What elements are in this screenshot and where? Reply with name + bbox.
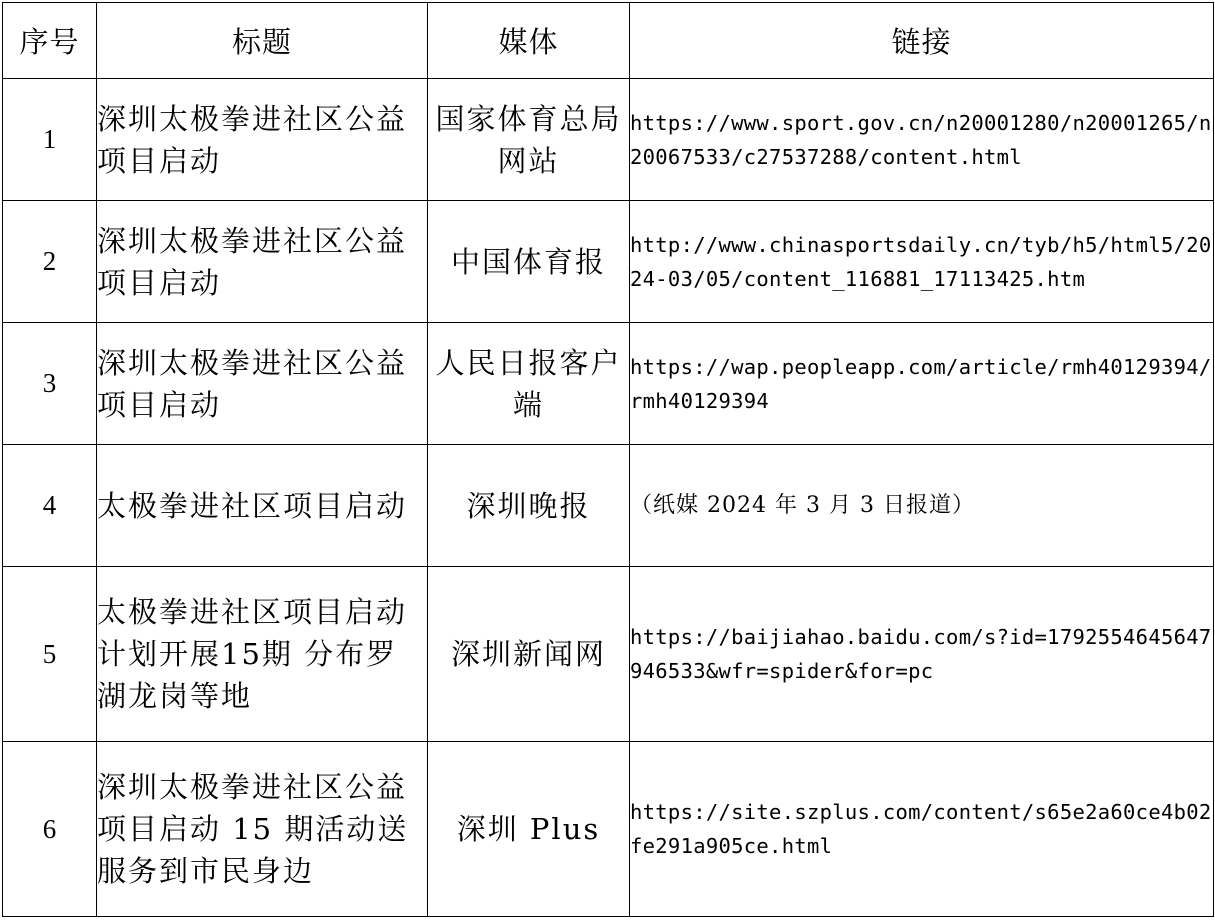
media-coverage-table [2,2,1214,917]
table-row [3,323,1214,445]
row-title: 深圳太极拳进社区公益项目启动 [97,201,428,323]
row-print-note [630,445,1214,567]
row-title: 深圳太极拳进社区公益项目启动 [97,323,428,445]
table-row [3,742,1214,917]
row-media: 国家体育总局网站 [428,79,630,201]
row-media: 深圳 Plus [428,742,630,917]
row-media: 深圳晚报 [428,445,630,567]
row-link[interactable]: http://www.chinasportsdaily.cn/tyb/h5/html5/2024-03/05/content_116881_17113425.htm [630,201,1214,323]
table-row [3,201,1214,323]
table-header-row [3,3,1214,79]
row-media: 深圳新闻网 [428,567,630,742]
row-number: 3 [3,323,97,445]
header-title: 标题 [97,3,428,79]
header-media: 媒体 [428,3,630,79]
row-title: 太极拳进社区项目启动 计划开展15期 分布罗湖龙岗等地 [97,567,428,742]
row-link[interactable]: https://www.sport.gov.cn/n20001280/n20001265/n20067533/c27537288/content.html [630,79,1214,201]
row-title: 深圳太极拳进社区公益项目启动 15 期活动送服务到市民身边 [97,742,428,917]
row-number: 6 [3,742,97,917]
table-row [3,567,1214,742]
row-link[interactable]: https://baijiahao.baidu.com/s?id=1792554645647946533&wfr=spider&for=pc [630,567,1214,742]
row-number: 2 [3,201,97,323]
header-link: 链接 [630,3,1214,79]
table-row [3,79,1214,201]
row-link[interactable]: https://site.szplus.com/content/s65e2a60ce4b02fe291a905ce.html [630,742,1214,917]
row-media: 中国体育报 [428,201,630,323]
header-no: 序号 [3,3,97,79]
print-note-text: （纸媒 2024 年 3 月 3 日报道） [630,493,975,518]
row-title: 太极拳进社区项目启动 [97,445,428,567]
table-row [3,445,1214,567]
row-media: 人民日报客户端 [428,323,630,445]
row-title: 深圳太极拳进社区公益项目启动 [97,79,428,201]
row-link[interactable]: https://wap.peopleapp.com/article/rmh40129394/rmh40129394 [630,323,1214,445]
row-number: 1 [3,79,97,201]
row-number: 4 [3,445,97,567]
row-number: 5 [3,567,97,742]
